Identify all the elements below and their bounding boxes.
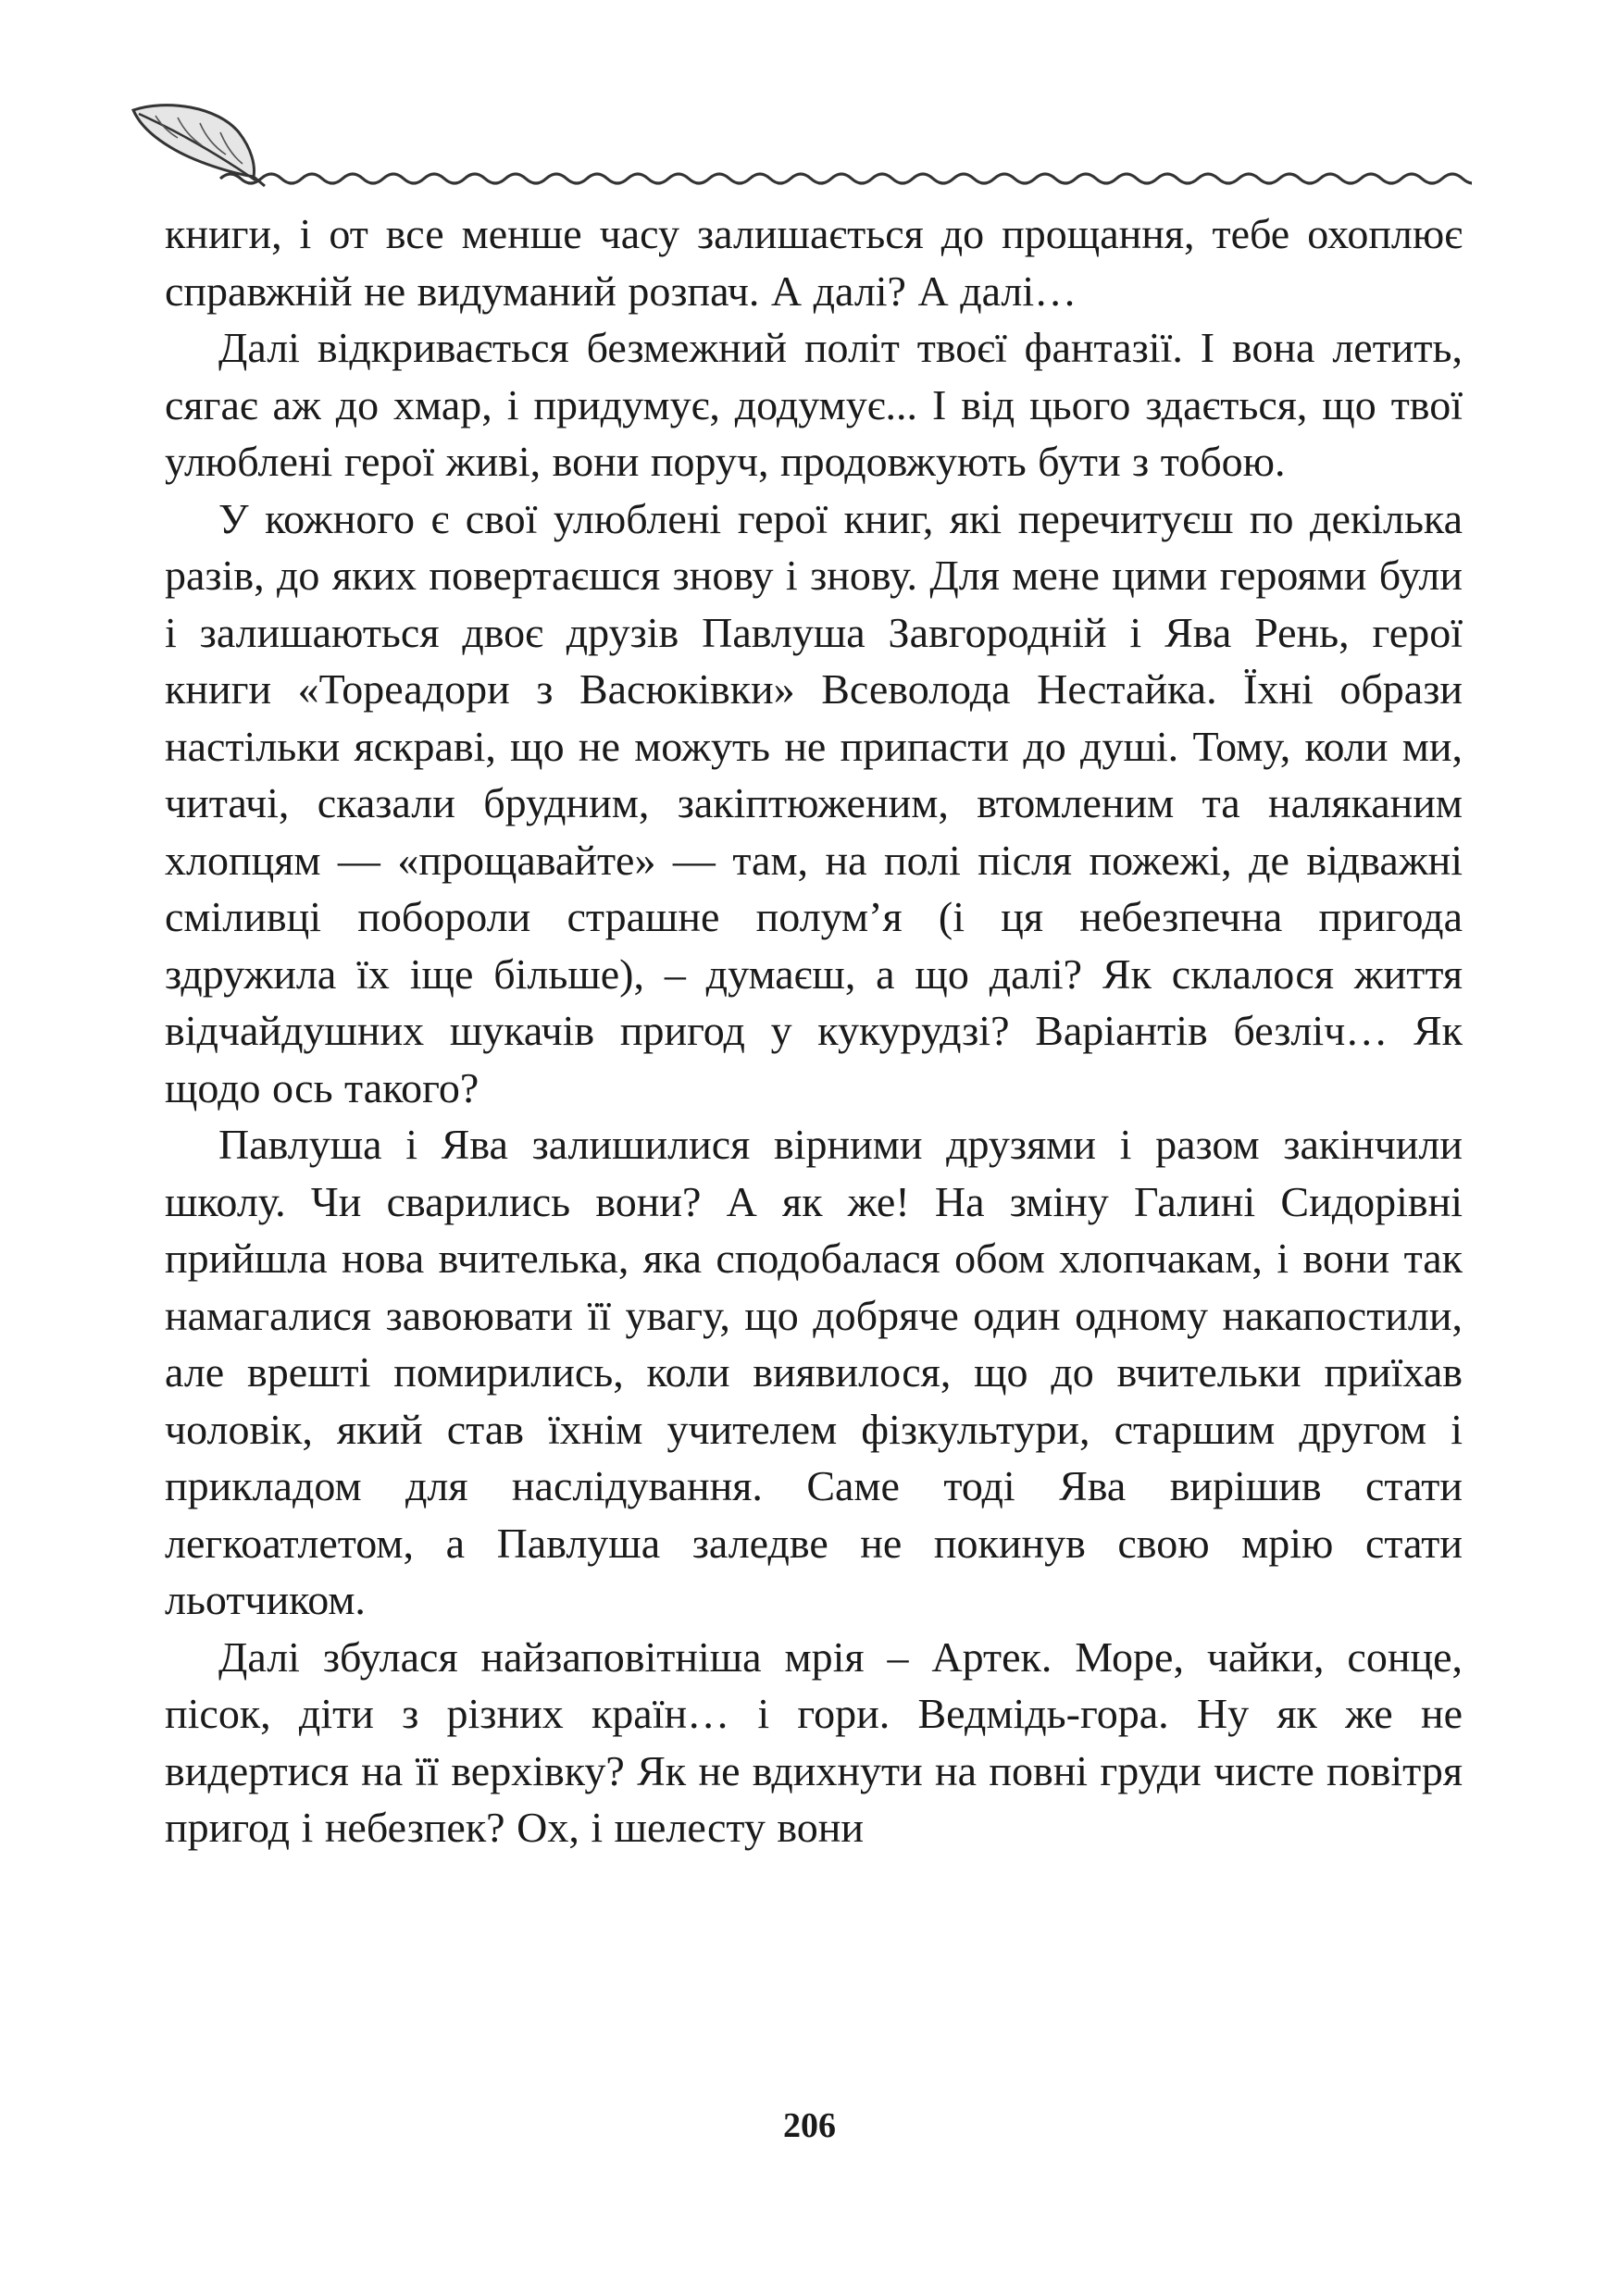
paragraph-continued: книги, і от все менше часу залишається до прощання, тебе охоплює справжній не видуманий розпач. А далі? А далі… bbox=[165, 210, 1463, 315]
feather-quill-icon bbox=[133, 105, 265, 186]
paragraph: Павлуша і Ява залишилися вірними друзями і разом закінчили школу. Чи сварились вони? А як же! На зміну Галині Сидорівні прийшла нова вчителька, яка сподобалася обом хлопчакам, і вони так намагалися завоювати її увагу, що добряче один одному накапостили, але врешті помирились, коли виявилося, що до вчительки приїхав чоловік, який став їхнім учителем фізкультури, старшим другом і прикладом для наслідування. Саме тоді Ява вирішив стати легкоатлетом, а Павлуша заледве не покинув свою мрію стати льотчиком. bbox=[165, 1121, 1463, 1623]
header-ornament bbox=[130, 97, 1472, 190]
wave-divider bbox=[220, 174, 1472, 183]
page-number: 206 bbox=[783, 2106, 836, 2145]
paragraph: Далі збулася найзаповітніша мрія – Артек. Море, чайки, сонце, пісок, діти з різних країн… і гори. Ведмідь-гора. Ну як же не видертися на її верхівку? Як не вдихнути на повні груди чисте повітря пригод і небезпек? Ох, і шелесту вони bbox=[165, 1632, 1463, 1851]
paragraph: У кожного є свої улюблені герої книг, які перечитуєш по декілька разів, до яких повертаєшся знову і знову. Для мене цими героями були і залишаються двоє друзів Павлуша Завгородній і Ява Рень, герої книги «Тореадори з Васюківки» Всеволода Нестайка. Їхні образи настільки яскраві, що не можуть не припасти до душі. Тому, коли ми, читачі, сказали брудним, закіптюженим, втомленим та наляканим хлопцям — «прощавайте» — там, на полі після пожежі, де відважні сміливці побороли страшне полум’я (і ця небезпечна пригода здружила їх іще більше), – думаєш, а що далі? Як склалося життя відчайдушних шукачів пригод у кукурудзі? Варіантів безліч… Як щодо ось такого? bbox=[165, 494, 1463, 1111]
page-body bbox=[165, 205, 1463, 1856]
paragraph: Далі відкривається безмежний політ твоєї фантазії. І вона летить, сягає аж до хмар, і придумує, додумує... І від цього здається, що твої улюблені герої живі, вони поруч, продовжують бути з тобою. bbox=[165, 324, 1463, 485]
